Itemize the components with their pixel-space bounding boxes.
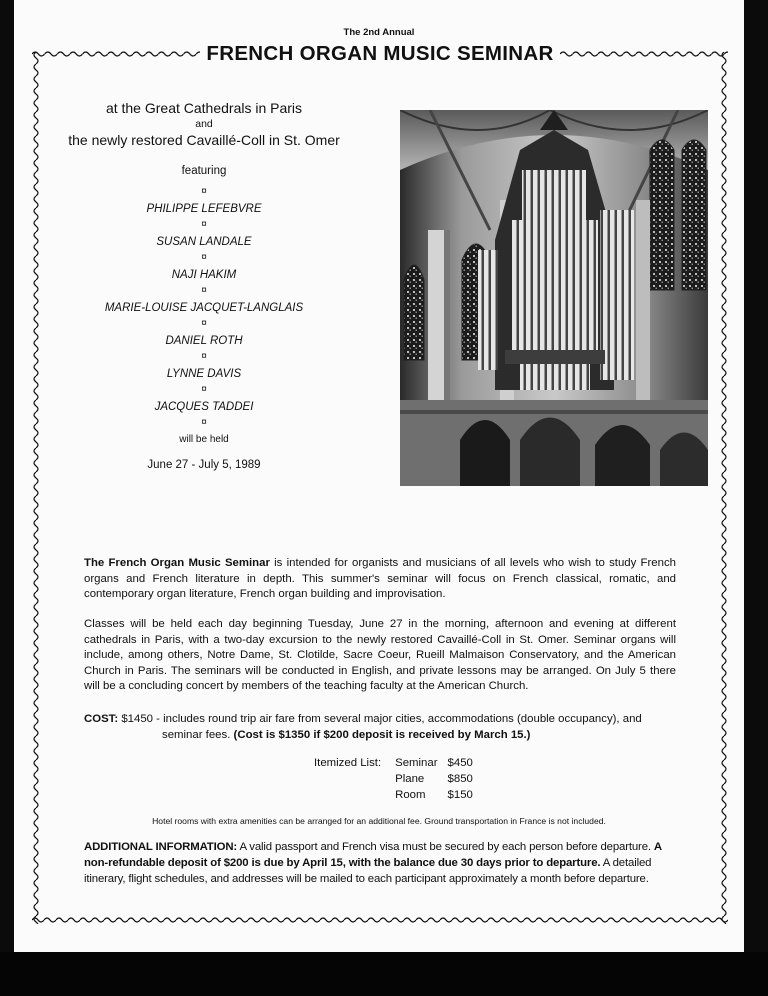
deposit-note: A non-refundable deposit of $200 is due by April 15, with the balance due 30 days prior to departure.	[84, 841, 662, 869]
separator-icon: ¤	[201, 219, 207, 230]
list-item	[54, 283, 354, 316]
list-item	[54, 349, 354, 382]
item-price: $150	[447, 788, 473, 801]
additional-text-2: A detailed itinerary, flight schedules, and addresses will be mailed to each participant approximately a month before departure.	[84, 856, 652, 885]
intro-line-3: the newly restored Cavaillé-Coll in St. Omer	[68, 132, 340, 148]
featuring-label: featuring	[181, 165, 227, 177]
seminar-name: The French Organ Music Seminar	[84, 557, 270, 569]
list-item	[54, 316, 354, 349]
hotel-note: Hotel rooms with extra amenities can be arranged for an additional fee. Ground transportation in France is not included.	[152, 816, 606, 826]
separator-icon: ¤	[201, 384, 207, 395]
performer-list	[54, 184, 354, 432]
title-right-ornament	[560, 50, 728, 58]
event-dates: June 27 - July 5, 1989	[147, 459, 261, 471]
title-row	[32, 41, 728, 67]
intro-line-2: and	[195, 118, 213, 130]
list-item	[54, 382, 354, 415]
performer-name: JACQUES TADDEI	[154, 401, 254, 413]
separator-icon: ¤	[201, 351, 207, 362]
list-item	[54, 217, 354, 250]
item-name: Plane	[395, 772, 425, 785]
cathedral-organ-photo	[400, 110, 708, 486]
list-item	[54, 250, 354, 283]
itemized-list	[314, 756, 477, 803]
performer-name: MARIE-LOUISE JACQUET-LANGLAIS	[104, 302, 304, 314]
kicker-text: The 2nd Annual	[343, 27, 415, 38]
performer-name: NAJI HAKIM	[171, 269, 237, 281]
performer-name: SUSAN LANDALE	[156, 236, 252, 248]
list-item	[54, 184, 354, 217]
cost-discount: (Cost is $1350 if $200 deposit is received by March 15.)	[233, 728, 531, 741]
separator-icon: ¤	[201, 285, 207, 296]
description-paragraph	[84, 556, 676, 603]
separator-icon: ¤	[201, 318, 207, 329]
page-title: FRENCH ORGAN MUSIC SEMINAR	[206, 42, 554, 65]
separator-icon: ¤	[201, 186, 207, 197]
description-text: is intended for organists and musicians of all levels who wish to study French organs and French literature in depth. This summer's seminar will focus on French classical, romatic, and contemporary organ literature, French organ building and improvisation.	[84, 557, 676, 601]
separator-icon: ¤	[201, 252, 207, 263]
table-row	[314, 788, 477, 804]
cost-label: COST:	[84, 713, 119, 725]
cost-line-1: $1450 - includes round trip air fare from several major cities, accommodations (double occupancy), and	[118, 713, 642, 725]
cost-line-2: seminar fees.	[162, 728, 234, 741]
classes-paragraph: Classes will be held each day beginning Tuesday, June 27 in the morning, afternoon and evening at different cathedrals in Paris, with a two-day excursion to the newly restored Cavaillé-Coll in St. Omer. Seminar organs will include, among others, Notre Dame, St. Clotilde, Sacre Coeur, Rueill Malmaison Conservatory, and the American Church in Paris. The seminars will be conducted in English, and private lessons may be arranged. On July 5 there will be a concluding concert by members of the teaching faculty at the American Church.	[84, 618, 676, 693]
separator-icon: ¤	[201, 417, 207, 428]
intro-column	[54, 100, 354, 471]
item-name: Room	[395, 788, 426, 801]
performer-name: LYNNE DAVIS	[166, 368, 242, 380]
additional-text-1: A valid passport and French visa must be secured by each person before departure.	[237, 841, 654, 853]
cost-section	[84, 712, 684, 743]
flyer-page	[14, 0, 744, 952]
intro-line-1: at the Great Cathedrals in Paris	[105, 100, 303, 116]
performer-name: DANIEL ROTH	[165, 335, 243, 347]
scan-edge	[0, 952, 768, 996]
table-row	[314, 756, 477, 772]
additional-information	[84, 840, 684, 887]
performer-name: PHILIPPE LEFEBVRE	[146, 203, 262, 215]
title-left-ornament	[32, 50, 200, 58]
itemized-label: Itemized List:	[314, 757, 382, 769]
item-name: Seminar	[395, 757, 438, 769]
table-row	[314, 772, 477, 788]
item-price: $850	[447, 772, 473, 785]
list-item	[54, 415, 354, 432]
item-price: $450	[447, 757, 473, 769]
additional-label: ADDITIONAL INFORMATION:	[84, 841, 238, 853]
held-label: will be held	[179, 434, 229, 445]
